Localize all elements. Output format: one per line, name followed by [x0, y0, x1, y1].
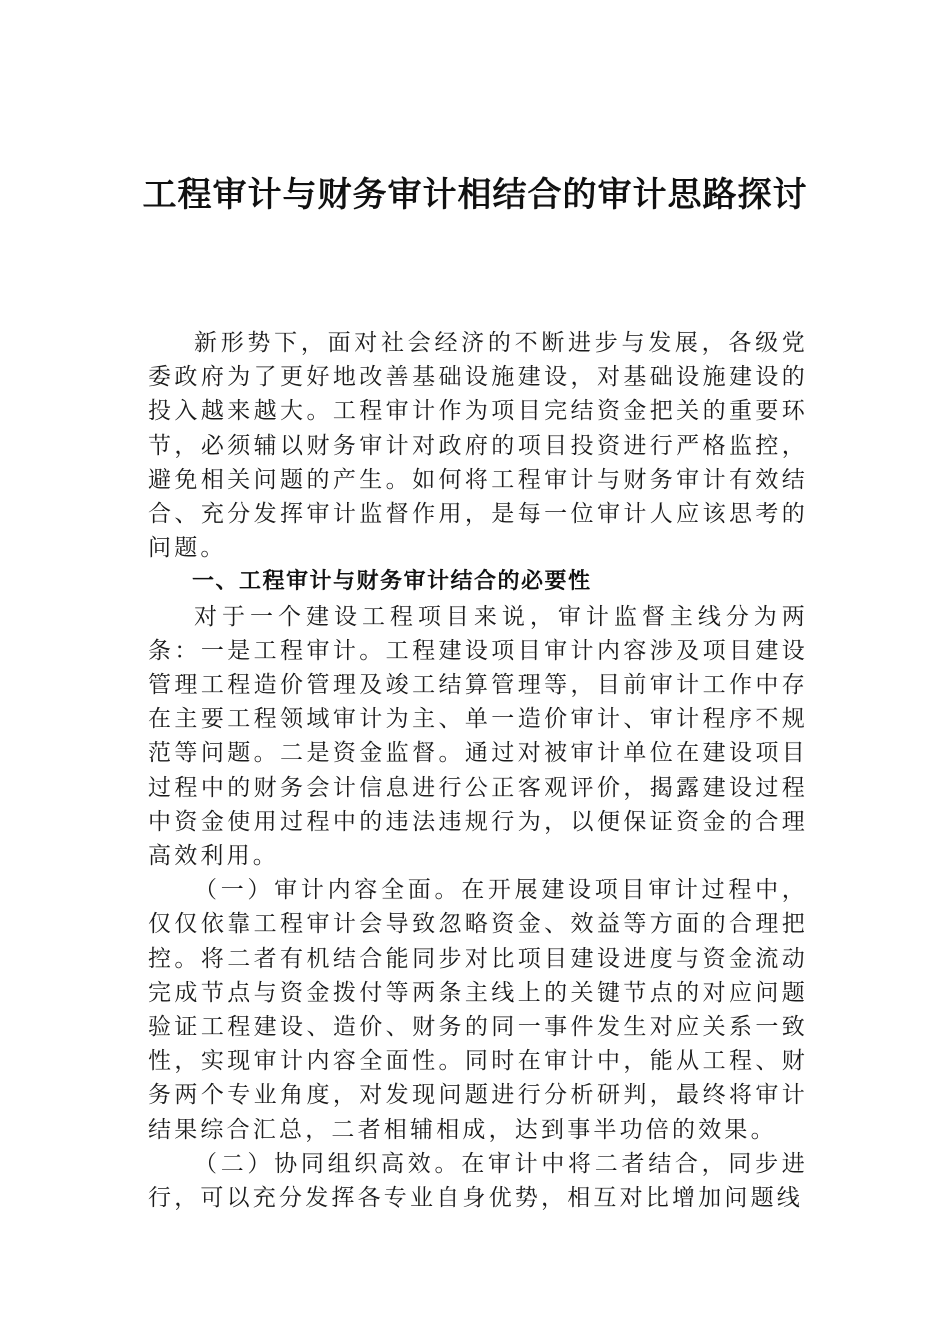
point-one-lead: （一）审计内容全面。 [194, 877, 462, 904]
section-heading: 一、工程审计与财务审计结合的必要性 [192, 569, 592, 595]
intro-paragraph: 新形势下，面对社会经济的不断进步与发展，各级党委政府为了更好地改善基础设施建设，对基础设施建设的投入越来越大。工程审计作为项目完结资金把关的重要环节，必须辅以财务审计对政府的项目投资进行严格监控，避免相关问题的产生。如何将工程审计与财务审计有效结合、充分发挥审计监督作用，是每一位审计人应该思考的问题。 [148, 330, 808, 562]
point-two-paragraph [148, 1147, 808, 1215]
point-two-lead: （二）协同组织高效。 [194, 1150, 462, 1177]
point-two-text: 在审计中将二者结合，同步进行，可以充分发挥各专业自身优势，相互对比增加问题线 [148, 1150, 809, 1212]
point-one-text: 在开展建设项目审计过程中，仅仅依靠工程审计会导致忽略资金、效益等方面的合理把控。将二者有机结合能同步对比项目建设进度与资金流动完成节点与资金拨付等两条主线上的关键节点的对应问题验证工程建设、造价、财务的同一事件发生对应关系一致性，实现审计内容全面性。同时在审计中，能从工程、财务两个专业角度，对发现问题进行分析研判，最终将审计结果综合汇总，二者相辅相成，达到事半功倍的效果。 [148, 877, 809, 1143]
section-paragraph: 对于一个建设工程项目来说，审计监督主线分为两条：一是工程审计。工程建设项目审计内容涉及项目建设管理工程造价管理及竣工结算管理等，目前审计工作中存在主要工程领域审计为主、单一造价审计、审计程序不规范等问题。二是资金监督。通过对被审计单位在建设项目过程中的财务会计信息进行公正客观评价，揭露建设过程中资金使用过程中的违法违规行为，以便保证资金的合理高效利用。 [148, 603, 808, 870]
document-body [148, 326, 808, 1215]
point-one-paragraph [148, 873, 808, 1147]
document-title: 工程审计与财务审计相结合的审计思路探讨 [142, 175, 808, 215]
